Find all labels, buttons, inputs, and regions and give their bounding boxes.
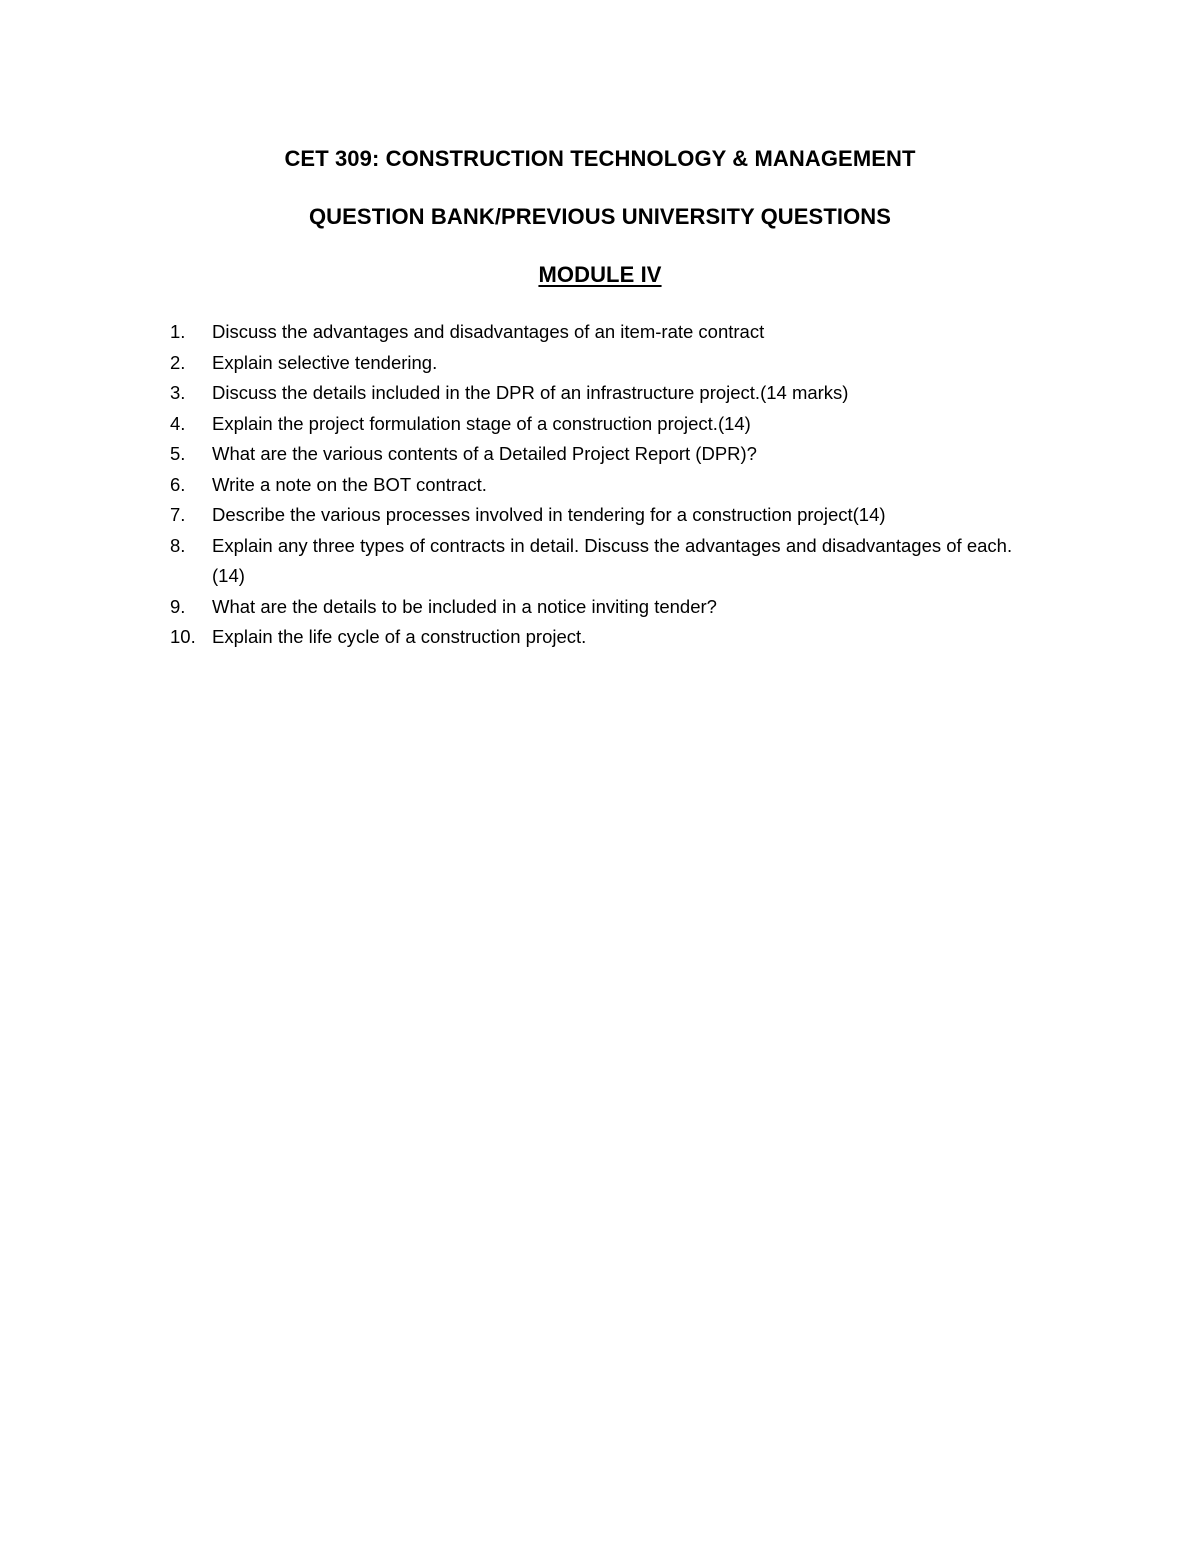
- question-text: What are the details to be included in a notice inviting tender?: [212, 595, 717, 617]
- question-item: [150, 500, 1030, 531]
- question-item: [150, 592, 1030, 623]
- question-number: 7.: [170, 504, 186, 525]
- question-text: Discuss the advantages and disadvantages of an item-rate contract: [212, 321, 765, 342]
- question-number: 4.: [170, 412, 186, 434]
- question-number: 6.: [170, 473, 186, 495]
- question-number: 3.: [170, 382, 186, 403]
- question-number: 8.: [170, 534, 186, 556]
- question-text: Explain any three types of contracts in detail. Discuss the advantages and disadvantages of each.(14): [212, 534, 1013, 586]
- question-text: Explain the project formulation stage of a construction project.(14): [212, 412, 751, 434]
- question-item: [150, 378, 1030, 409]
- question-text: Explain selective tendering.: [212, 351, 438, 373]
- question-bank-title: QUESTION BANK/PREVIOUS UNIVERSITY QUESTIONS: [308, 204, 892, 229]
- question-item: [150, 470, 1030, 501]
- question-item: [150, 439, 1030, 470]
- module-title: MODULE IV: [538, 262, 662, 287]
- question-number: 9.: [170, 595, 186, 617]
- course-title: CET 309: CONSTRUCTION TECHNOLOGY & MANAGEMENT: [284, 146, 916, 171]
- question-list: [150, 317, 1030, 653]
- question-number: 10.: [170, 626, 196, 647]
- question-number: 1.: [170, 321, 186, 342]
- question-number: 5.: [170, 443, 186, 464]
- question-number: 2.: [170, 351, 186, 373]
- question-item: [150, 531, 1030, 592]
- question-text: Explain the life cycle of a construction project.: [212, 626, 587, 647]
- question-text: Write a note on the BOT contract.: [212, 473, 487, 495]
- question-item: [150, 622, 1030, 653]
- question-text: Discuss the details included in the DPR of an infrastructure project.(14 marks): [212, 382, 849, 403]
- question-text: Describe the various processes involved in tendering for a construction project(14): [212, 504, 886, 525]
- question-item: [150, 348, 1030, 379]
- question-item: [150, 317, 1030, 348]
- question-text: What are the various contents of a Detailed Project Report (DPR)?: [212, 443, 757, 464]
- question-item: [150, 409, 1030, 440]
